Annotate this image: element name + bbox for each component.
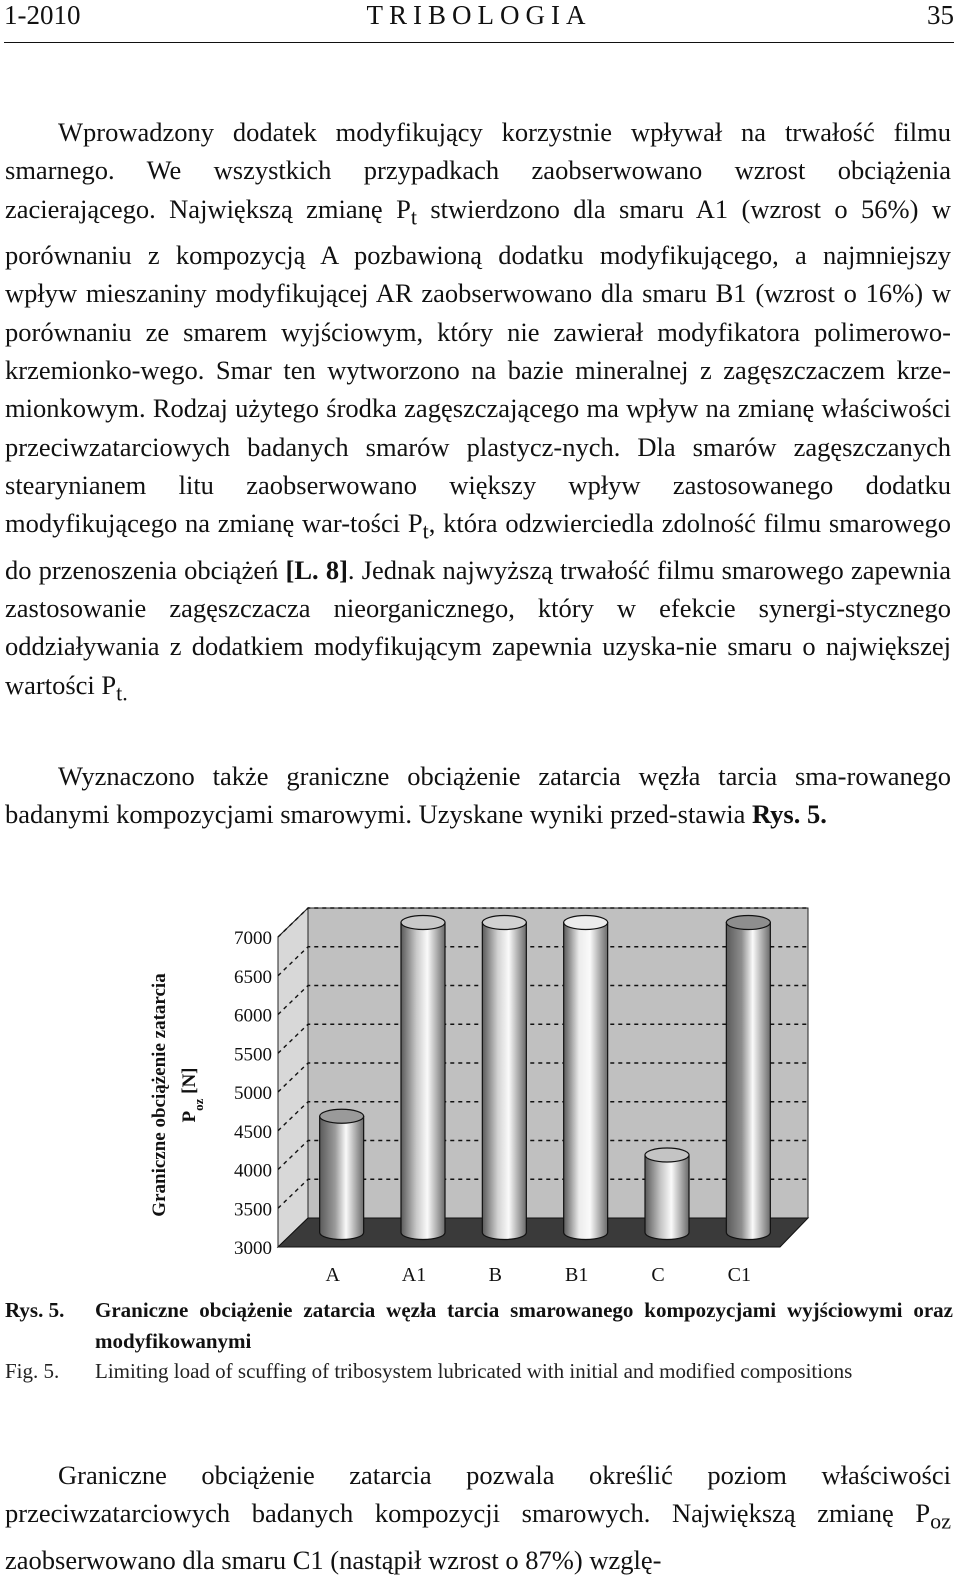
literature-reference: [L. 8] xyxy=(285,554,348,585)
y-tick-label: 5500 xyxy=(234,1044,272,1066)
y-axis-symbol-subscript: oz xyxy=(190,1098,206,1111)
y-tick-label: 5000 xyxy=(234,1083,272,1104)
x-tick-label: C xyxy=(651,1264,665,1286)
chart-y-axis-label xyxy=(149,973,206,1217)
figure-reference: Rys. 5. xyxy=(751,799,827,830)
y-tick-label: 7000 xyxy=(234,928,272,949)
bar-top xyxy=(320,1109,364,1123)
page-header xyxy=(4,0,954,43)
chart-bar-B xyxy=(482,916,526,1240)
chart-bar-A1 xyxy=(401,916,445,1240)
x-tick-label: A1 xyxy=(401,1264,427,1286)
chart-bar-A xyxy=(320,1109,364,1239)
body-paragraph-3 xyxy=(5,1456,951,1579)
bar-chart xyxy=(130,895,830,1295)
y-tick-label: 6000 xyxy=(234,1005,272,1027)
bar-top xyxy=(645,1148,689,1162)
bar-top xyxy=(482,916,526,930)
bar-body xyxy=(726,923,770,1240)
page-number: 35 xyxy=(927,0,954,30)
y-axis-symbol: P xyxy=(179,1110,200,1123)
paragraph-text: Wprowadzony dodatek modyfikujący korzystnie wpływał na trwałość filmu smarnego. We wszystkich przypadkach zaobserwowano wzrost obciążenia zacierającego. Największą zmianę P xyxy=(5,117,951,224)
journal-title: TRIBOLOGIA xyxy=(366,0,592,30)
paragraph-text: zaobserwowano dla smaru C1 (nastąpił wzrost o 87%) wzglę- xyxy=(5,1544,662,1575)
y-tick-label: 6500 xyxy=(234,966,272,988)
paragraph-text: , która odzwierciedla zdolność filmu smarowego do przenoszenia obciążeń xyxy=(5,508,951,585)
y-axis-unit: [N] xyxy=(179,1067,200,1099)
paragraph-text: Graniczne obciążenie zatarcia pozwala określić poziom właściwości przeciwzatarciowych badanych kompozycji smarowych. Największą zmianę P xyxy=(5,1460,951,1529)
bar-body xyxy=(482,923,526,1240)
journal-issue: 1-2010 xyxy=(4,0,81,30)
figure-caption-pl xyxy=(5,1295,953,1357)
body-paragraph-1 xyxy=(5,113,951,712)
x-tick-label: A xyxy=(325,1264,340,1286)
chart-y-ticks xyxy=(234,928,272,1259)
paragraph-text: Wyznaczono także graniczne obciążenie zatarcia węzła tarcia sma-rowanego badanymi kompozycjami smarowymi. Uzyskane wyniki przed-stawia xyxy=(5,761,951,830)
y-axis-label-line2 xyxy=(179,1067,206,1122)
caption-text: Limiting load of scuffing of tribosystem lubricated with initial and modified compositions xyxy=(95,1359,853,1383)
bar-body xyxy=(401,923,445,1240)
bar-body xyxy=(564,923,608,1240)
x-tick-label: B1 xyxy=(564,1264,589,1286)
y-tick-label: 4500 xyxy=(234,1121,272,1143)
chart-side-wall xyxy=(278,908,308,1247)
subscript: t xyxy=(410,203,417,229)
bar-top xyxy=(726,916,770,930)
figure-chart xyxy=(130,895,830,1295)
y-tick-label: 4000 xyxy=(234,1160,272,1182)
subscript: t xyxy=(422,518,429,544)
y-axis-label-line1: Graniczne obciążenie zatarcia xyxy=(149,973,170,1217)
x-tick-label: C1 xyxy=(727,1264,752,1286)
subscript: t. xyxy=(116,680,128,706)
bar-top xyxy=(564,916,608,930)
paragraph-text: stwierdzono dla smaru A1 (wzrost o 56%) w porównaniu z kompozycją A pozbawioną dodatku modyfikującego, a najmniejszy wpływ mieszaniny modyfikującej AR zaobserwowano dla smaru B1 (wzrost o 16%) w porównaniu ze smarem wyjściowym, który nie zawierał modyfikatora polimerowo-krzemionko-wego. Smar ten wytworzono na bazie mineralnej z zagęszczaczem krze-mionkowym. Rodzaj użytego środka zagęszczającego ma wpływ na zmianę właściwości przeciwzatarciowych badanych smarów plastycz-nych. Dla smarów zagęszczanych stearynianem litu zaobserwowano większy wpływ zastosowanego dodatku modyfikującego na zmianę war-tości P xyxy=(5,193,951,539)
chart-x-ticks xyxy=(325,1264,751,1286)
bar-body xyxy=(320,1116,364,1239)
chart-bar-C1 xyxy=(726,916,770,1240)
figure-caption-en xyxy=(5,1356,953,1387)
bar-body xyxy=(645,1155,689,1240)
x-tick-label: B xyxy=(488,1264,503,1286)
paragraph-text: . Jednak najwyższą trwałość filmu smarowego zapewnia zastosowanie zagęszczacza nieorganicznego, który w efekcie synergi-stycznego oddziaływania z dodatkiem modyfikującym zapewnia uzyska-nie smaru o największej wartości P xyxy=(5,554,951,700)
caption-text: Graniczne obciążenie zatarcia węzła tarcia smarowanego kompozycjami wyjściowymi oraz modyfikowanymi xyxy=(95,1298,953,1353)
y-tick-label: 3000 xyxy=(234,1238,272,1259)
bar-top xyxy=(401,916,445,930)
caption-label: Rys. 5. xyxy=(5,1298,65,1322)
chart-bar-C xyxy=(645,1148,689,1240)
y-tick-label: 3500 xyxy=(234,1199,272,1221)
subscript: oz xyxy=(930,1508,951,1534)
chart-bar-B1 xyxy=(564,916,608,1240)
body-paragraph-2 xyxy=(5,757,951,834)
caption-label: Fig. 5. xyxy=(5,1359,60,1383)
